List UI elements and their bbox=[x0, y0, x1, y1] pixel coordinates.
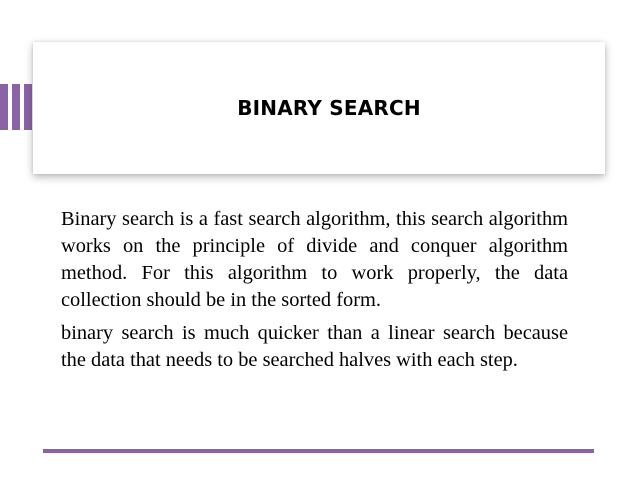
slide-title: BINARY SEARCH bbox=[237, 96, 421, 120]
accent-bar bbox=[0, 84, 8, 130]
accent-bar bbox=[24, 84, 32, 130]
paragraph: Binary search is a fast search algorithm, this search algorithm works on the principle of divide and conquer algorithm method. For this algorithm to work properly, the data collection should be in the sorted form. bbox=[61, 208, 568, 311]
accent-bar bbox=[12, 84, 20, 130]
bottom-divider bbox=[43, 449, 594, 453]
title-card bbox=[33, 42, 605, 174]
paragraph: binary search is much quicker than a linear search because the data that needs to be searched halves with each step. bbox=[61, 322, 568, 371]
body-text bbox=[61, 206, 568, 380]
